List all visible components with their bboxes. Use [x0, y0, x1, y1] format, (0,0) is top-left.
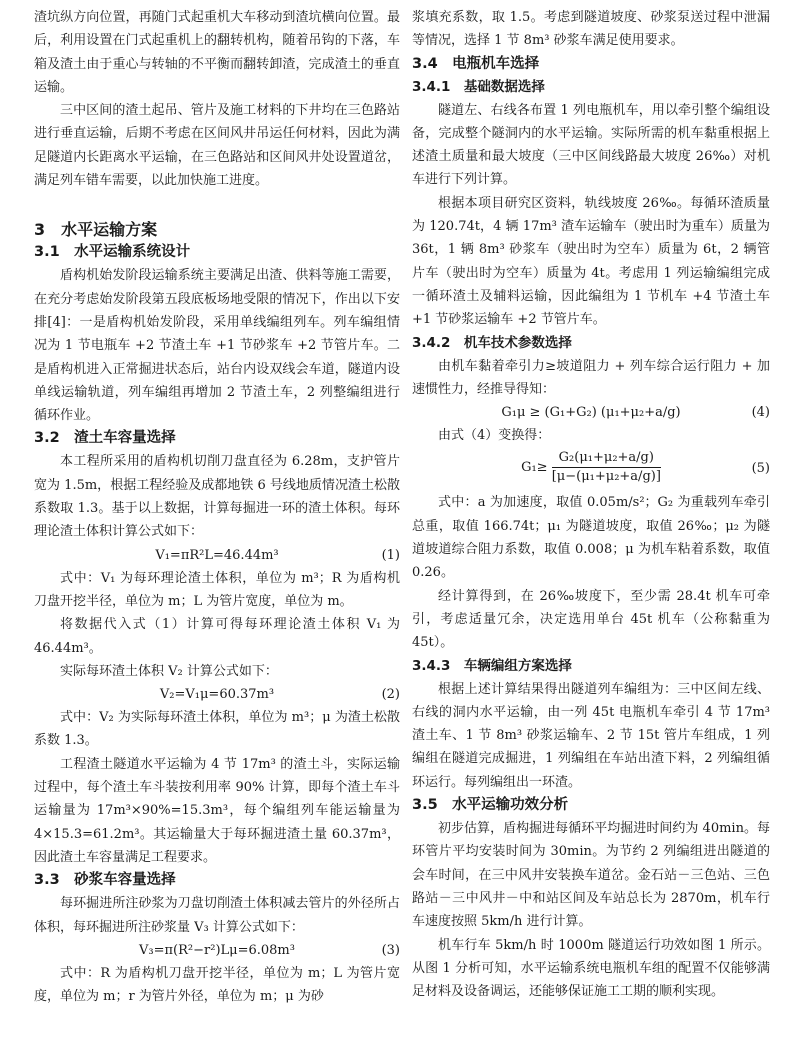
equation-number: (4) — [751, 405, 770, 421]
paragraph: 式中：V₁ 为每环理论渣土体积，单位为 m³；R 为盾构机刀盘开挖半径，单位为 m；L 为管片宽度，单位为 m。 — [34, 570, 400, 609]
paragraph: 机车行车 5km/h 时 1000m 隧道运行功效如图 1 所示。从图 1 分析可知，水平运输系统电瓶机车组的配置不仅能够满足材料及设备调运，还能够保证施工工期的顺利实现。 — [412, 937, 770, 1000]
subsection-heading: 3.5 水平运输功效分析 — [412, 797, 569, 814]
paragraph: 式中：V₂ 为实际每环渣土体积，单位为 m³；μ 为渣土松散系数 1.3。 — [34, 710, 400, 749]
section-heading: 3 水平运输方案 — [34, 220, 158, 240]
paragraph: 由机车黏着牵引力≥坡道阻力 + 列车综合运行阻力 + 加速惯性力，经推导得知： — [412, 358, 770, 397]
subsection-heading: 3.2 渣土车容量选择 — [34, 430, 176, 447]
paragraph: 根据上述计算结果得出隧道列车编组为：三中区间左线、右线的洞内水平运输，由一列 45t 电瓶机车牵引 4 节 17m³ 渣土车、1 节 8m³ 砂浆运输车、2 节 15t 管片车组成，1 列编组在隧道完成掘进，1 列编组在车站出渣下料，2 列编组循环运行。每列编组出一环渣。 — [412, 681, 770, 790]
equation-expression: V₁=πR²L=46.44m³ — [155, 547, 279, 563]
equation-expression: G₁μ ≥ (G₁+G₂) (μ₁+μ₂+a/g) — [501, 405, 681, 421]
paragraph: 将数据代入式（1）计算可得每环理论渣土体积 V₁ 为 46.44m³。 — [34, 617, 400, 656]
paragraph: 本工程所采用的盾构机切削刀盘直径为 6.28m，支护管片宽为 1.5m，根据工程经验及成都地铁 6 号线地质情况渣土松散系数取 1.3。基于以上数据，计算每掘进一环的渣土体积。每环理论渣土体积计算公式如下： — [34, 454, 400, 540]
equation-fraction — [552, 449, 661, 486]
paragraph: 渣坑纵方向位置，再随门式起重机大车移动到渣坑横向位置。最后，利用设置在门式起重机上的翻转机构，随着吊钩的下落，车箱及渣土由于重心与转轴的不平衡而翻转卸渣，完成渣土的垂直运输。 — [34, 10, 400, 95]
paragraph: 三中区间的渣土起吊、管片及施工材料的下井均在三色路站进行垂直运输，后期不考虑在区间风井吊运任何材料，因此为满足隧道内长距离水平运输，在三色路站和区间风井处设置道岔，满足列车错车需要，以此加快施工进度。 — [34, 103, 400, 189]
fraction-denominator: [μ−(μ₁+μ₂+a/g)] — [551, 469, 661, 485]
equation-lhs: G₁≥ — [521, 460, 548, 476]
paragraph: 式中：R 为盾构机刀盘开挖半径，单位为 m；L 为管片宽度，单位为 m；r 为管片外径，单位为 m；μ 为砂 — [34, 965, 400, 1005]
equation-3 — [34, 939, 400, 962]
paragraph: 实际每环渣土体积 V₂ 计算公式如下： — [60, 663, 278, 679]
paragraph: 工程渣土隧道水平运输为 4 节 17m³ 的渣土斗，实际运输过程中，每个渣土车斗装按利用率 90% 计算，即每个渣土车斗运输量为 17m³×90%=15.3m³，每个编组列车能运输量为 4×15.3=61.2m³。其运输量大于每环掘进渣土量 60.37m³，因此渣土车容量满足工程要求。 — [34, 756, 400, 865]
paragraph: 每环掘进所注砂浆为刀盘切削渣土体积减去管片的外径所占体积，每环掘进所注砂浆量 V₃ 计算公式如下： — [34, 896, 400, 935]
paragraph: 隧道左、右线各布置 1 列电瓶机车，用以牵引整个编组设备，完成整个隧洞内的水平运输。实际所需的机车黏重根据上述渣土质量和最大坡度（三中区间线路最大坡度 26‰）对机车进行下列计算。 — [412, 102, 770, 188]
subsection-heading: 3.3 砂浆车容量选择 — [34, 872, 176, 889]
equation-5 — [412, 447, 770, 491]
paragraph: 经计算得到，在 26‰坡度下，至少需 28.4t 机车可牵引，考虑适量冗余，决定选用单台 45t 机车（公称黏重为 45t）。 — [412, 588, 770, 651]
subsubsection-heading: 3.4.2 机车技术参数选择 — [412, 334, 572, 351]
paragraph: 盾构机始发阶段运输系统主要满足出渣、供料等施工需要，在充分考虑始发阶段第五段底板场地受限的情况下，作出以下安排[4]：一是盾构机始发阶段，采用单线编组列车。列车编组情况为 1 节电瓶车 +2 节渣土车 +1 节砂浆车 +2 节管片车。二是盾构机进入正常掘进状态后，站台内设双线会车道，隧道内设单线运输轨道，列车编组再增加 2 节渣土车，2 列整编组进行循环作业。 — [34, 268, 400, 424]
fraction-numerator: G₂(μ₁+μ₂+a/g) — [552, 449, 661, 468]
equation-number: (5) — [751, 461, 770, 477]
equation-expression: V₂=V₁μ=60.37m³ — [159, 687, 275, 703]
equation-expression: V₃=π(R²−r²)Lμ=6.08m³ — [139, 942, 295, 958]
equation-number: (3) — [381, 942, 400, 958]
equation-2 — [34, 683, 400, 706]
equation-number: (2) — [381, 687, 400, 703]
equation-number: (1) — [381, 547, 400, 563]
right-column — [412, 6, 770, 1003]
subsubsection-heading: 3.4.1 基础数据选择 — [412, 78, 545, 95]
paragraph: 初步估算，盾构掘进每循环平均掘进时间约为 40min。每环管片平均安装时间为 30min。为节约 2 列编组进出隧道的会车时间，在三中风井安装换车道岔。金石站－三色站、三色路站－三中风井－中和站区间及车站总长为 2870m，机车行车速度按照 5km/h 进行计算。 — [412, 821, 770, 930]
paragraph: 根据本项目研究区资料，轨线坡度 26‰。每循环渣质量为 120.74t，4 辆 17m³ 渣车运输车（驶出时为重车）质量为 36t，1 辆 8m³ 砂浆车（驶出时为空车）质量为 6t，2 辆管片车（驶出时为空车）质量为 4t。考虑用 1 列运输编组完成一循环渣土及辅料运输，因此编组为 1 节机车 +4 节渣土车 +1 节砂浆运输车 +2 节管片车。 — [412, 195, 770, 328]
subsubsection-heading: 3.4.3 车辆编组方案选择 — [412, 657, 572, 674]
subsection-heading: 3.4 电瓶机车选择 — [412, 55, 540, 72]
equation-4 — [412, 401, 770, 424]
paragraph: 由式（4）变换得： — [438, 428, 551, 444]
paragraph: 式中：a 为加速度，取值 0.05m/s²；G₂ 为重载列车牵引总重，取值 166.74t；μ₁ 为隧道坡度，取值 26‰；μ₂ 为隧道坡道综合阻力系数，取值 0.008；μ 为机车粘着系数，取值 0.26。 — [412, 495, 770, 581]
subsection-heading: 3.1 水平运输系统设计 — [34, 244, 191, 261]
equation-1 — [34, 544, 400, 567]
paragraph: 浆填充系数，取 1.5。考虑到隧道坡度、砂浆泵送过程中泄漏等情况，选择 1 节 8m³ 砂浆车满足使用要求。 — [412, 10, 770, 49]
left-column — [34, 6, 400, 1008]
